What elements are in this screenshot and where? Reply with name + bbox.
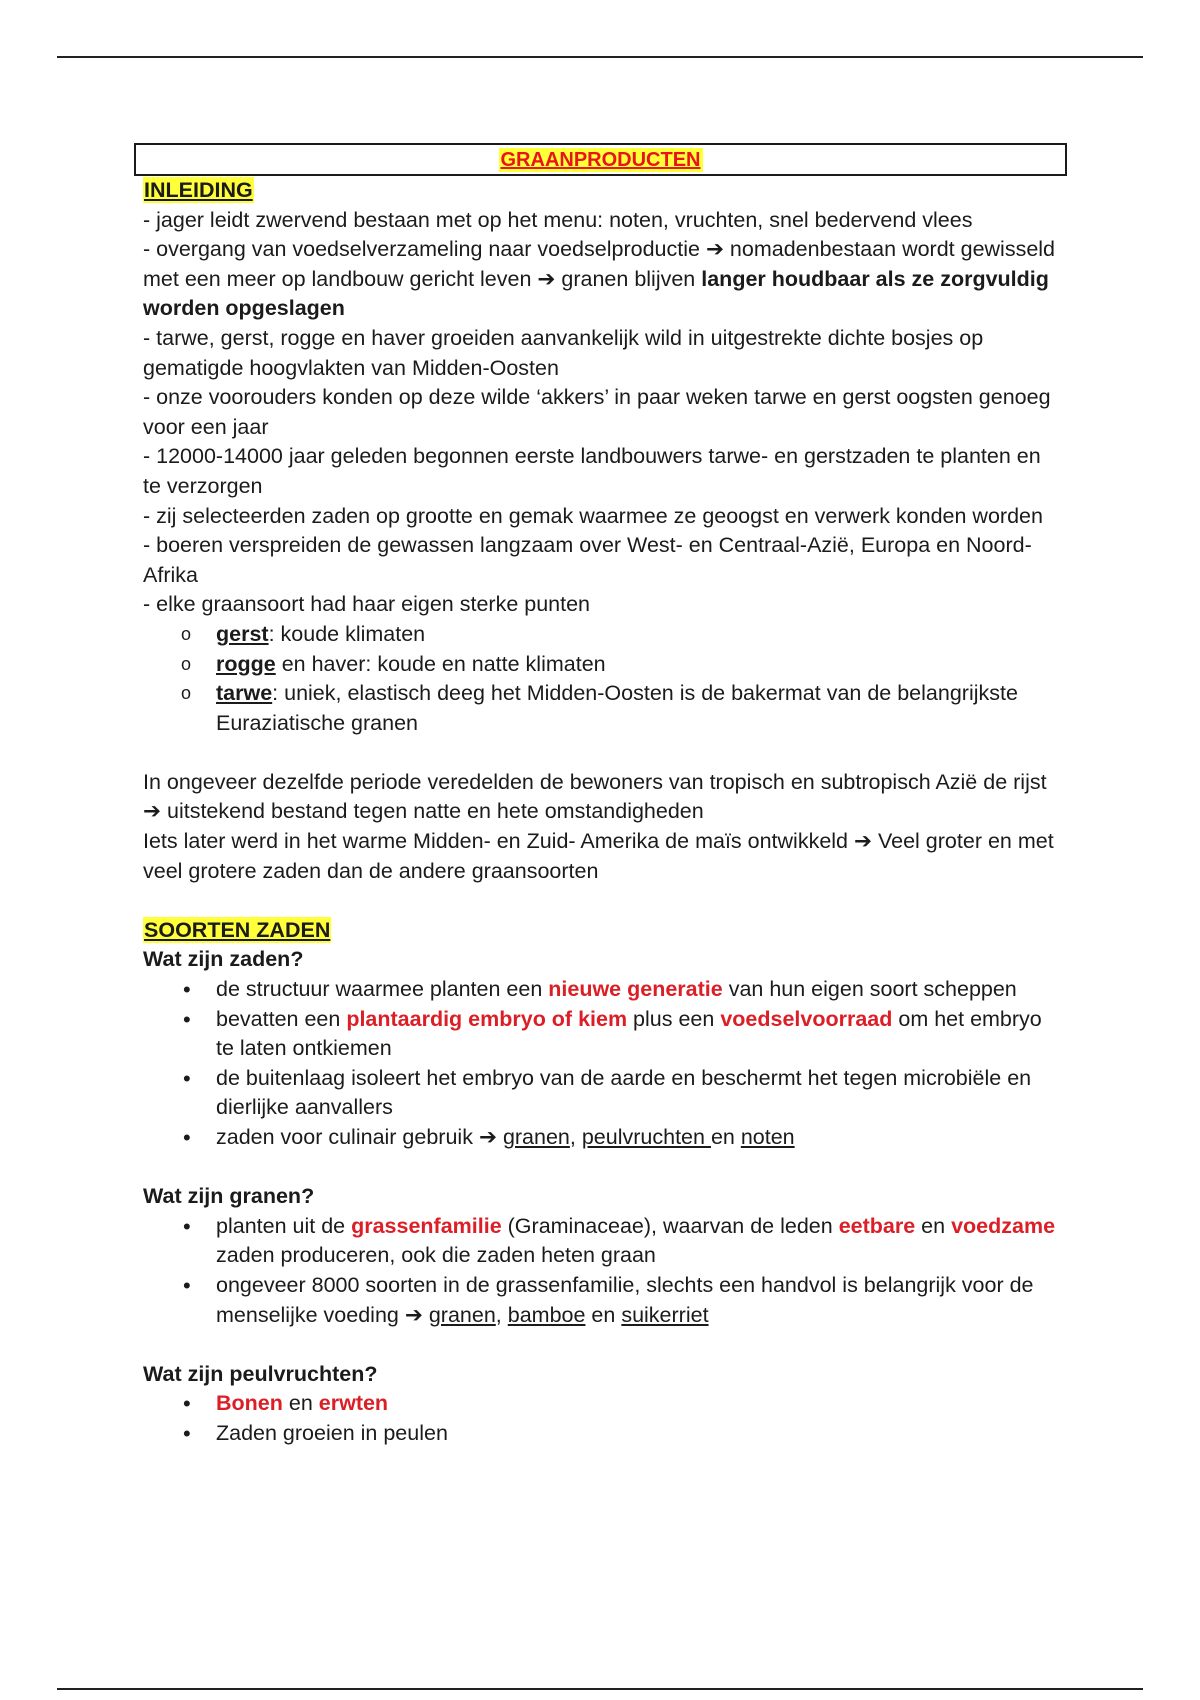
circle-bullet-icon: o [181, 623, 192, 644]
arrow-right-icon: ➔ [854, 829, 873, 854]
legumes-list [143, 1389, 1063, 1448]
bottom-rule [57, 1688, 1143, 1690]
bullet-icon: • [183, 1420, 191, 1446]
list-item: o rogge en haver: koude en natte klimaten [143, 650, 1063, 680]
list-item: o tarwe: uniek, elastisch deeg het Midden-Oosten is de bakermat van de belangrijkste Euraziatische granen [181, 681, 1018, 735]
paragraph-maize: Iets later werd in het warme Midden- en Zuid- Amerika de maïs ontwikkeld ➔ Veel groter en met veel grotere zaden dan de andere graansoorten [143, 829, 1054, 883]
bullet-icon: • [183, 977, 191, 1003]
grain-list [143, 620, 1063, 738]
intro-line: - onze voorouders konden op deze wilde ‘akkers’ in paar weken tarwe en gerst oogsten genoeg voor een jaar [143, 385, 1051, 439]
list-item: • planten uit de grassenfamilie (Graminaceae), waarvan de leden eetbare en voedzame zaden produceren, ook die zaden heten graan [183, 1213, 1056, 1268]
grains-list [143, 1212, 1063, 1330]
bullet-icon: • [183, 1272, 191, 1298]
list-item: • zaden voor culinair gebruik ➔ granen, peulvruchten en noten [143, 1123, 1063, 1153]
page-title: GRAANPRODUCTEN [500, 148, 701, 171]
intro-line: - overgang van voedselverzameling naar voedselproductie ➔ nomadenbestaan wordt gewisseld met een meer op landbouw gericht leven ➔ granen blijven langer houdbaar als ze zorgvuldig worden opgeslagen [143, 237, 1056, 321]
seeds-list [143, 975, 1063, 1153]
intro-line: - zij selecteerden zaden op grootte en gemak waarmee ze geoogst en verwerk konden worden [143, 503, 1043, 528]
document-body [143, 143, 1063, 1449]
question-heading: Wat zijn zaden? [143, 947, 304, 972]
list-item: • bevatten een plantaardig embryo of kiem plus een voedselvoorraad om het embryo te laten ontkiemen [183, 1006, 1042, 1061]
list-item: • de buitenlaag isoleert het embryo van de aarde en beschermt het tegen microbiële en dierlijke aanvallers [183, 1065, 1032, 1120]
question-heading: Wat zijn peulvruchten? [143, 1361, 378, 1386]
intro-line: - tarwe, gerst, rogge en haver groeiden aanvankelijk wild in uitgestrekte dichte bosjes op gematigde hoogvlakten van Midden-Oosten [143, 325, 984, 380]
intro-line: - 12000-14000 jaar geleden begonnen eerste landbouwers tarwe- en gerstzaden te planten en te verzorgen [143, 444, 1041, 498]
intro-line: - boeren verspreiden de gewassen langzaam over West- en Centraal-Azië, Europa en Noord-Afrika [143, 533, 1032, 587]
arrow-right-icon: ➔ [404, 1302, 423, 1327]
list-item: o gerst: koude klimaten [143, 620, 1063, 650]
intro-line: - elke graansoort had haar eigen sterke punten [143, 592, 591, 617]
section-heading-inleiding: INLEIDING [144, 178, 253, 202]
bullet-icon: • [183, 1006, 191, 1032]
circle-bullet-icon: o [181, 653, 192, 674]
intro-line: - jager leidt zwervend bestaan met op het menu: noten, vruchten, snel bedervend vlees [143, 207, 973, 232]
bullet-icon: • [183, 1391, 191, 1417]
list-item: • Bonen en erwten [143, 1389, 1063, 1419]
title-box [134, 143, 1067, 176]
list-item: • Zaden groeien in peulen [143, 1419, 1063, 1449]
paragraph-rice: In ongeveer dezelfde periode veredelden de bewoners van tropisch en subtropisch Azië de rijst ➔ uitstekend bestand tegen natte en hete omstandigheden [143, 769, 1047, 824]
bullet-icon: • [183, 1065, 191, 1091]
bullet-icon: • [183, 1125, 191, 1150]
top-rule [57, 56, 1143, 58]
list-item: • de structuur waarmee planten een nieuwe generatie van hun eigen soort scheppen [143, 975, 1063, 1005]
arrow-right-icon: ➔ [537, 266, 556, 291]
question-heading: Wat zijn granen? [143, 1184, 315, 1209]
arrow-right-icon: ➔ [143, 799, 162, 824]
section-heading-soorten-zaden: SOORTEN ZADEN [144, 917, 331, 942]
arrow-right-icon: ➔ [705, 237, 724, 262]
list-item: • ongeveer 8000 soorten in de grassenfamilie, slechts een handvol is belangrijk voor de menselijke voeding ➔ granen, bamboe en suikerriet [183, 1272, 1034, 1327]
bullet-icon: • [183, 1213, 191, 1239]
circle-bullet-icon: o [181, 683, 192, 704]
arrow-right-icon: ➔ [478, 1125, 497, 1149]
